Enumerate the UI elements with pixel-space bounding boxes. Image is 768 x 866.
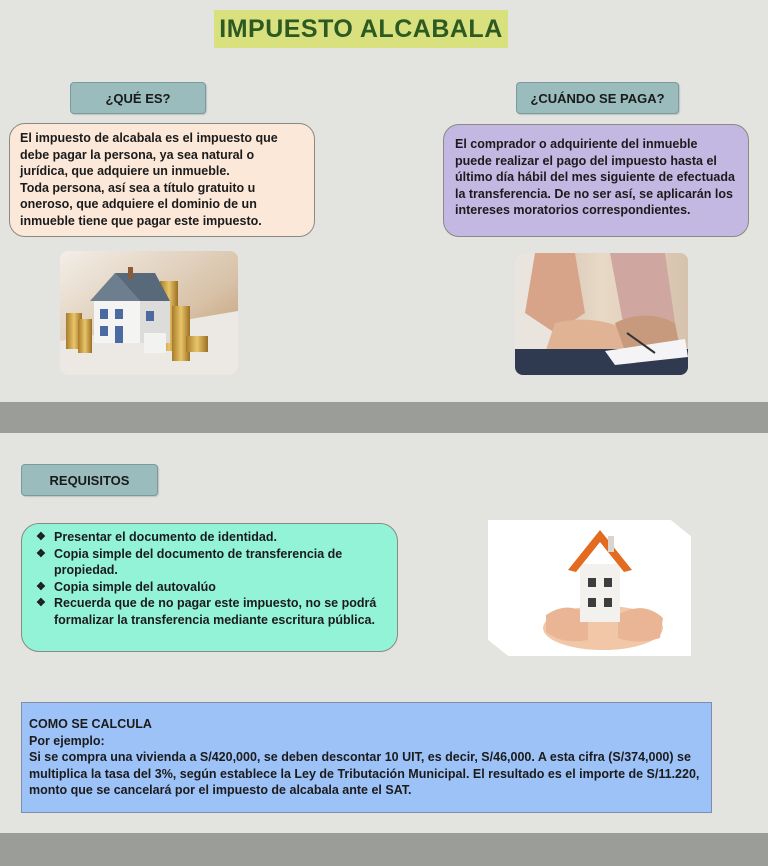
- que-es-text: El impuesto de alcabala es el impuesto que debe pagar la persona, ya sea natural o jurídica, que adquiere un inmueble. Toda persona, así sea a título gratuito u oneroso, que adquiere el dominio de un inmueble tiene que pagar este impuesto.: [9, 123, 315, 237]
- requisitos-box: [21, 523, 398, 652]
- cuando-label: ¿CUÁNDO SE PAGA?: [516, 82, 679, 114]
- diamond-bullet-icon: ❖: [36, 580, 46, 593]
- calcula-text: Si se compra una vivienda a S/420,000, se deben descontar 10 UIT, es decir, S/46,000. A esta cifra (S/374,000) se multiplica la tasa del 3%, según establece la Ley de Tributación Municipal. El resultado es el importe de S/11.220, monto que se cancelará por el impuesto de alcabala ante el SAT.: [29, 750, 700, 797]
- calcula-subheading: Por ejemplo:: [29, 733, 105, 748]
- house-coins-image: [60, 251, 238, 375]
- list-item: ❖ Copia simple del documento de transferencia de propiedad.: [36, 546, 343, 577]
- divider-band-bottom: [0, 833, 768, 866]
- diamond-bullet-icon: ❖: [36, 597, 46, 609]
- requisitos-label: REQUISITOS: [21, 464, 158, 496]
- divider-band-top: [0, 402, 768, 433]
- page-title: IMPUESTO ALCABALA: [214, 10, 508, 48]
- signing-image: [515, 253, 688, 375]
- requisitos-list: [34, 529, 385, 628]
- calcula-box: [21, 702, 712, 813]
- diamond-bullet-icon: ❖: [36, 531, 46, 543]
- hands-house-image: [488, 520, 691, 656]
- list-item: ❖ Copia simple del autovalúo: [36, 579, 216, 594]
- list-item: ❖ Presentar el documento de identidad.: [36, 530, 277, 544]
- cuando-text: El comprador o adquiriente del inmueble puede realizar el pago del impuesto hasta el último día hábil del mes siguiente de efectuada la transferencia. De no ser así, se aplicarán los intereses moratorios correspondientes.: [443, 124, 749, 237]
- calcula-heading: COMO SE CALCULA: [29, 717, 152, 731]
- list-item: ❖ Recuerda que de no pagar este impuesto, no se podrá formalizar la transferencia mediante escritura pública.: [36, 596, 377, 627]
- diamond-bullet-icon: ❖: [36, 547, 46, 560]
- que-es-label: ¿QUÉ ES?: [70, 82, 206, 114]
